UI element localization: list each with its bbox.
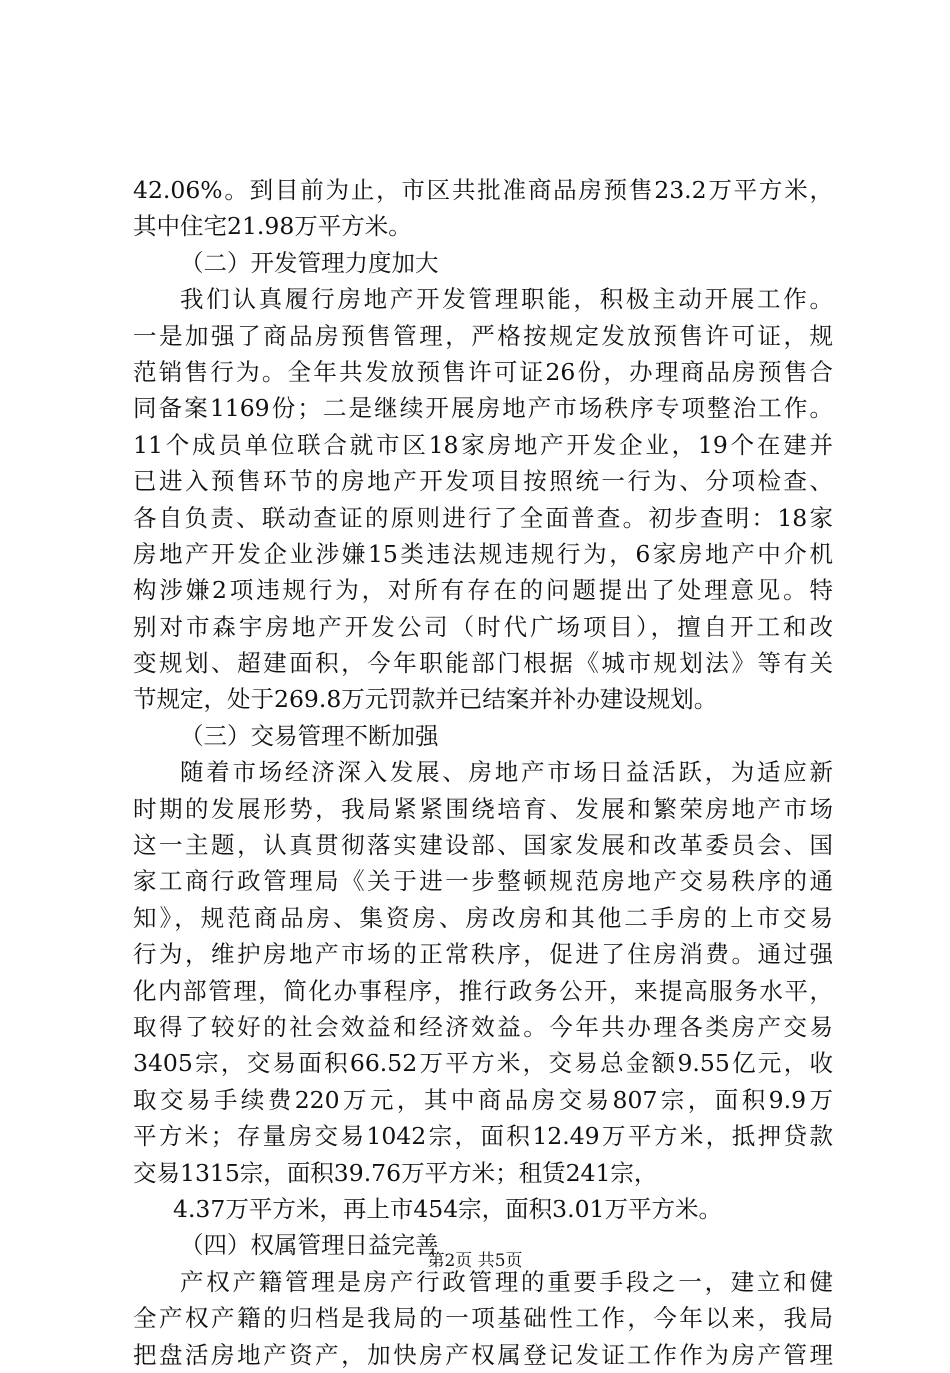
text-line: 平方米；存量房交易1042宗，面积12.49万平方米，抵押贷款 bbox=[133, 1122, 833, 1151]
section-heading: （三）交易管理不断加强 bbox=[180, 721, 439, 750]
section-heading: （二）开发管理力度加大 bbox=[180, 248, 439, 277]
text-line: 一是加强了商品房预售管理，严格按规定发放预售许可证，规 bbox=[133, 321, 833, 350]
text-line: 各自负责、联动查证的原则进行了全面普查。初步查明：18家 bbox=[133, 503, 833, 532]
text-line: 变规划、超建面积，今年职能部门根据《城市规划法》等有关 bbox=[133, 649, 833, 678]
text-line: 房地产开发企业涉嫌15类违法规违规行为，6家房地产中介机 bbox=[133, 539, 833, 568]
text-line: 全产权产籍的归档是我局的一项基础性工作，今年以来，我局 bbox=[133, 1304, 833, 1333]
text-line: 4.37万平方米，再上市454宗，面积3.01万平方米。 bbox=[173, 1194, 723, 1223]
text-line: 构涉嫌2项违规行为，对所有存在的问题提出了处理意见。特 bbox=[133, 576, 833, 605]
text-line: 家工商行政管理局《关于进一步整顿规范房地产交易秩序的通 bbox=[133, 867, 833, 896]
text-line: 别对市森宇房地产开发公司（时代广场项目），擅自开工和改 bbox=[133, 612, 833, 641]
text-line: 11个成员单位联合就市区18家房地产开发企业，19个在建并 bbox=[133, 430, 833, 459]
text-line: 节规定，处于269.8万元罚款并已结案并补办建设规划。 bbox=[133, 685, 718, 714]
text-line: 这一主题，认真贯彻落实建设部、国家发展和改革委员会、国 bbox=[133, 831, 833, 860]
text-line: 化内部管理，简化办事程序，推行政务公开，来提高服务水平， bbox=[133, 976, 833, 1005]
text-line: 随着市场经济深入发展、房地产市场日益活跃，为适应新 bbox=[180, 758, 833, 787]
text-line: 时期的发展形势，我局紧紧围绕培育、发展和繁荣房地产市场 bbox=[133, 794, 833, 823]
text-line: 产权产籍管理是房产行政管理的重要手段之一，建立和健 bbox=[180, 1267, 833, 1296]
text-line: 3405宗，交易面积66.52万平方米，交易总金额9.55亿元，收 bbox=[133, 1049, 833, 1078]
text-line: 行为，维护房地产市场的正常秩序，促进了住房消费。通过强 bbox=[133, 940, 833, 969]
text-line: 同备案1169份；二是继续开展房地产市场秩序专项整治工作。 bbox=[133, 394, 833, 423]
text-line: 其中住宅21.98万平方米。 bbox=[133, 212, 412, 241]
text-line: 已进入预售环节的房地产开发项目按照统一行为、分项检查、 bbox=[133, 467, 833, 496]
text-line: 知》，规范商品房、集资房、房改房和其他二手房的上市交易 bbox=[133, 903, 833, 932]
text-line: 取交易手续费220万元，其中商品房交易807宗，面积9.9万 bbox=[133, 1085, 833, 1114]
text-line: 把盘活房地产资产，加快房产权属登记发证工作作为房产管理 bbox=[133, 1340, 833, 1369]
section-heading: （四）权属管理日益完善 bbox=[180, 1231, 439, 1260]
text-line: 我们认真履行房地产开发管理职能，积极主动开展工作。 bbox=[180, 285, 833, 314]
document-body bbox=[133, 172, 833, 1373]
text-line: 42.06%。到目前为止，市区共批准商品房预售23.2万平方米， bbox=[133, 176, 833, 204]
text-line: 交易1315宗，面积39.76万平方米；租赁241宗， bbox=[133, 1158, 658, 1187]
text-line: 范销售行为。全年共发放预售许可证26份，办理商品房预售合 bbox=[133, 357, 833, 386]
page-number-footer: 第2页 共5页 bbox=[427, 1251, 523, 1271]
text-line: 取得了较好的社会效益和经济效益。今年共办理各类房产交易 bbox=[133, 1012, 833, 1041]
